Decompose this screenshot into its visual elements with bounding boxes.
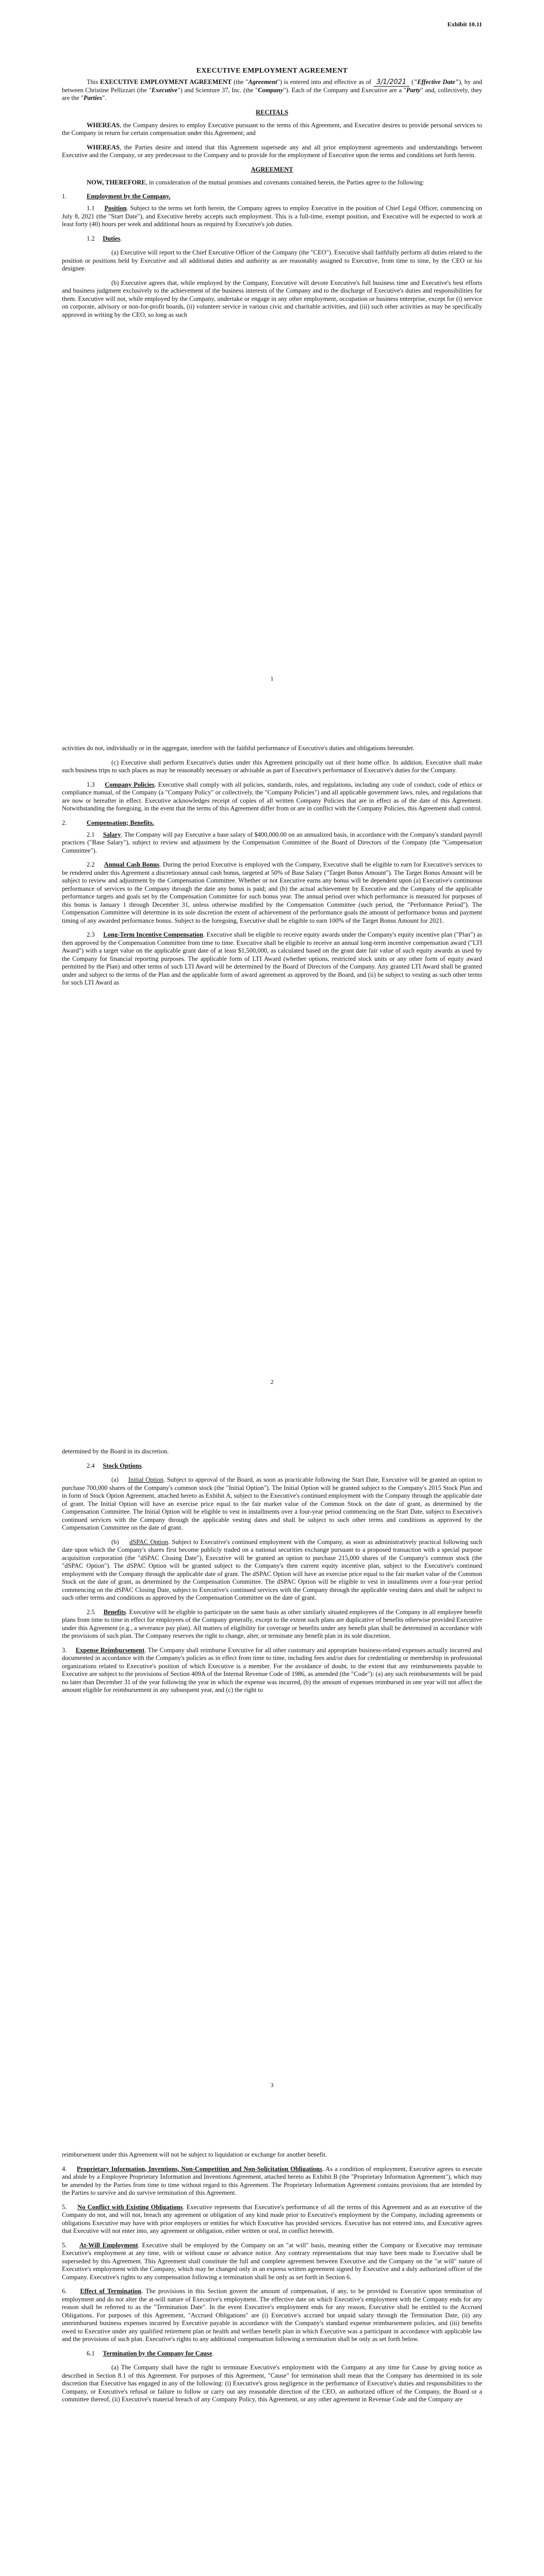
recital-1: WHEREAS, the Company desires to employ Executive pursuant to the terms of this Agreement, and Executive desires to provide personal services to the Company in return for certain compensation under this Agreement; and (62, 121, 482, 137)
section-6-1-heading: 6.1 Termination by the Company for Cause. (87, 2349, 214, 2357)
recital-2: WHEREAS, the Parties desire and intend that this Agreement supersede any and all prior employment agreements and understandings between Executive and the Company, or any predecessor to the Company and to provide for the employment of Executive upon the terms and conditions set forth herein. (62, 143, 482, 159)
section-3: 3. Expense Reimbursement. The Company shall reimburse Executive for all other customary and appropriate business-related expenses actually incurred and documented in accordance with the Company's policies as in effect from time to time, including fees and/or dues for credentialing or membership in professional organizations related to Executive's position of which Executive is a member. For the avoidance of doubt, to the extent that any reimbursements payable to Executive are subject to the provisions of Section 409A of the Internal Revenue Code of 1986, as amended (the "Code"): (a) any such reimbursements will be paid no later than December 31 of the year following the year in which the expense was incurred, (b) the amount of expenses reimbursed in one year will not affect the amount eligible for reimbursement in any subsequent year, and (c) the right to (62, 1646, 483, 1693)
page-2 (0, 703, 544, 1406)
intro-paragraph: This EXECUTIVE EMPLOYMENT AGREEMENT (the "Agreement") is entered into and effective as of 3/1/2021 ("Effective Date"), by and between Christine Pellizzari (the "Executive") and Scienture 37, Inc. (the "Company"). Each of the Company and Executive are a "Party" and, collectively, they are the "Parties". (62, 78, 482, 101)
continuation-text: activities do not, individually or in the aggregate, interfere with the faithful performance of Executive's duties and obligations hereunder. (62, 744, 415, 752)
section-at-will: 5. At-Will Employment. Executive shall be employed by the Company on an "at will" basis, meaning either the Company or Executive may terminate Executive's employment at any time, with or without cause or advance notice. Any contrary representations that may have been made to Executive shall be superseded by this Agreement. This Agreement shall constitute the full and complete agreement between Executive and the Company on the "at will" nature of Executive's employment with the Company, which may be changed only in an express written agreement signed by Executive and a duly authorized officer of the Company. Executive's rights to any compensation following a termination shall be only as set forth in Section 6. (62, 2241, 482, 2281)
section-6-1-a: (a) The Company shall have the right to terminate Executive's employment with the Company at any time for Cause by giving notice as described in Section 8.1 of this Agreement. For purposes of this Agreement, "Cause" for termination shall mean that the Company has determined in its sole discretion that Executive has engaged in any of the following: (i) Executive's gross negligence in the performance of Executive's duties and responsibilities to the Company, or Executive's refusal or failure to follow or carry out any reasonable direction of the CEO, an authorized officer of the Company, the Board or a committee thereof, (ii) Executive's material breach of any Company Policy, this Agreement, or any other agreement in Revenue Code and the Company are (62, 2364, 482, 2403)
section-1-2-b: (b) Executive agrees that, while employed by the Company, Executive will devote Executive's full business time and Executive's best efforts and business judgment exclusively to the achievement of the business interests of the Company and to the discharge of Executive's duties and responsibilities for them. Executive will not, while employed by the Company, undertake or engage in any other employment, occupation or business enterprise, except for (i) service on corporate, advisory or non-for-profit boards, (ii) volunteer service in various civic and charitable activities, and (iii) such other activities as may be specifically approved in writing by the CEO, so long as such (62, 279, 482, 318)
section-4: 4. Proprietary Information, Inventions, Non-Competition and Non-Solicitation Obligations. As a condition of employment, Executive agrees to execute and abide by a Employee Proprietary Information and Inventions Agreement, attached hereto as Exhibit B (the "Proprietary Information Agreement"), which may be amended by the Parties from time to time without regard to this Agreement. The Proprietary Information Agreement contains provisions that are intended by the Parties to survive and do survive termination of this Agreement. (62, 2165, 483, 2196)
page-3 (0, 1406, 544, 2110)
page-4 (0, 2110, 544, 2576)
section-1-2-a: (a) Executive will report to the Chief Executive Officer of the Company (the "CEO"). Executive shall faithfully perform all duties related to the position or positions held by Executive and all additional duties and authority as are reasonably assigned to Executive, from time to time, by the CEO or his designee. (62, 249, 482, 272)
section-1-2-c: (c) Executive shall perform Executive's duties under this Agreement principally out of their home office. In addition, Executive shall make such business trips to such places as may be reasonably necessary or advisable as part of Executive's performance of Executive's duties for the Company. (62, 758, 482, 774)
section-2-4-a: (a) Initial Option. Subject to approval of the Board, as soon as practicable following the Start Date, Executive will be granted an option to purchase 700,000 shares of the Company's common stock (the "Initial Option"). The Initial Option will be granted subject to the Company's 2015 Stock Plan and in form of Stock Option Agreement, attached hereto as Exhibit A, subject to the Executive's continued employment with the Company through the applicable date of grant. The Initial Option will have an exercise price equal to the fair market value of the Common Stock on the date of grant, as determined by the Compensation Committee. The Initial Option will be eligible to vest in installments over a four-year period commencing on the Start Date, subject to Executive's continued services with the Company through the applicable vesting dates and shall be subject to such other terms and conditions as approved by the Compensation Committee on the date of grant. (62, 1476, 483, 1531)
section-1-3: 1.3 Company Policies. Executive shall comply with all policies, standards, rules, and regulations, including any code of conduct, code of ethics or compliance manual, of the Company (a "Company Policy" or collectively, the "Company Policies") and all applicable government laws, rules, and regulations that are now or hereafter in effect. Executive acknowledges receipt of copies of all written Company Policies that are in effect as of the date of this Agreement. Notwithstanding the foregoing, in the event that the terms of this Agreement differ from or are in conflict with the Company Policies, this Agreement shall control. (62, 781, 483, 812)
page-number-2: 2 (270, 1378, 274, 1385)
section-5: 5. No Conflict with Existing Obligations. Executive represents that Executive's performance of all the terms of this Agreement and as an executive of the Company do not, and will not, breach any agreement or obligation of any kind made prior to Executive's employment by the Company, including agreements or obligations Executive may have with prior employers or entities for which Executive has provided services. Executive has not entered into, and Executive agrees that Executive will not enter into, any agreement or obligation, either written or oral, in conflict herewith. (62, 2203, 483, 2234)
section-2-5: 2.5 Benefits. Executive will be eligible to participate on the same basis as other similarly situated employees of the Company in all employee benefit plans from time to time in effect for employees of the Company generally, except to the extent such plans are duplicative of benefits otherwise provided Executive under this Agreement (e.g., a severance pay plan). All matters of eligibility for coverage or benefits under any benefit plan shall be determined in accordance with the provisions of such plan. The Company reserves the right to change, alter, or terminate any benefit plan in its sole discretion. (62, 1608, 482, 1639)
continuation-text: reimbursement under this Agreement will not be subject to liquidation or exchange for another benefit. (62, 2151, 327, 2158)
section-2-1: 2.1 Salary. The Company will pay Executive a base salary of $400,000.00 on an annualized basis, in accordance with the Company's standard payroll practices ("Base Salary"), subject to review and adjustment by the Compensation Committee of the Board of Directors of the Company (the "Compensation Committee"). (62, 831, 482, 854)
section-2-heading: 2. Compensation; Benefits. (62, 819, 154, 826)
agreement-heading: AGREEMENT (251, 165, 293, 173)
recitals-heading: RECITALS (256, 108, 288, 116)
section-6: 6. Effect of Termination. The provisions in this Section govern the amount of compensation, if any, to be provided to Executive upon termination of employment and do not alter the at-will nature of Executive's employment. The effective date on which Executive's employment with the Company ends for any reason shall be referred to as the "Termination Date". In the event Executive's employment ends for any reason, Executive shall be entitled to the Accrued Obligations. For purposes of this Agreement, "Accrued Obligations" are (i) Executive's accrued but unpaid salary through the Termination Date, (ii) any unreimbursed business expenses incurred by Executive payable in accordance with the Company's standard expense reimbursement policies, and (iii) benefits owed to Executive under any qualified retirement plan or health and welfare benefit plan in which Executive was a participant in accordance with applicable law and the provisions of such plan. Executive's rights to any additional compensation following a termination shall be only as set forth below. (62, 2287, 482, 2343)
section-1-heading: 1. Employment by the Company. (62, 193, 171, 200)
section-1-1: 1.1 Position. Subject to the terms set forth herein, the Company agrees to employ Executive in the position of Chief Legal Officer, commencing on July 8, 2021 (the "Start Date"), and Executive hereby accepts such employment. This is a full-time, exempt position, and Executive will be expected to work at least forty (40) hours per week and additional hours as required by Executive's job duties. (62, 205, 482, 228)
page-1 (0, 0, 544, 703)
section-2-4-b: (b) dSPAC Option. Subject to Executive's continued employment with the Company, as soon as administratively practical following such date upon which the Company's shares first become publicly traded on a national securities exchange pursuant to a proposed transaction with a special purpose acquisition corporation (the "dSPAC Closing Date"), Executive will be granted an option to purchase 215,000 shares of the Company's common stock (the "dSPAC Option"). The dSPAC Option will be granted subject to the Company's then current equity incentive plan, subject to the Executive's continued employment with the Company through the applicable date of grant. The dSPAC Option will have an exercise price equal to the fair market value of the Common Stock on the date of grant, as determined by the Compensation Committee. The dSPAC Option will be eligible to vest in installments over a four-year period commencing on the dSPAC Closing Date, subject to Executive's continued services with the Company through the applicable vesting dates and shall be subject to such other terms and conditions as approved by the Compensation Committee on the date of grant. (62, 1538, 483, 1601)
section-2-2: 2.2 Annual Cash Bonus. During the period Executive is employed with the Company, Executive shall be eligible to earn for Executive's services to be rendered under this Agreement a discretionary annual cash bonus, targeted at 50% of Base Salary ("Target Bonus Amount"). The Target Bonus Amount will be subject to review and adjustment by the Compensation Committee. Whether or not Executive earns any bonus will be dependent upon (a) Executive's continuous performance of services to the Company through the date any bonus is paid; and (b) the actual achievement by Executive and the Company of the applicable performance targets and goals set by the Compensation Committee for such bonus year. The annual period over which performance is measured for purposes of this bonus is January 1 through December 31, unless otherwise modified by the Compensation Committee (such period, the "Performance Period"). The Compensation Committee will determine in its sole discretion the extent of achievement of the performance goals the amount of performance bonus and payment timing of any awarded performance bonus. Subject to the foregoing, Executive shall be eligible to earn 100% of the Target Bonus Amount for 2021. (62, 861, 483, 924)
handwritten-date: 3/1/2021 (373, 78, 409, 87)
section-1-2-heading: 1.2 Duties. (87, 234, 122, 242)
continuation-text: determined by the Board in its discretion. (62, 1448, 169, 1455)
exhibit-label: Exhibit 10.11 (447, 21, 482, 28)
section-2-4-heading: 2.4 Stock Options. (87, 1462, 143, 1469)
page-number-3: 3 (270, 2081, 274, 2089)
page-number-1: 1 (270, 675, 274, 682)
document-title: EXECUTIVE EMPLOYMENT AGREEMENT (196, 67, 348, 75)
section-2-3: 2.3 Long-Term Incentive Compensation. Executive shall be eligible to receive equity awards under the Company's equity incentive plan ("Plan") as then approved by the Compensation Committee from time to time. Executive shall be eligible to receive an annual long-term incentive compensation award ("LTI Award") with a target value on the applicable grant date of at least $1,500,000, as calculated based on the grant date fair value of such equity awards as used by the Company for financial reporting purposes. The applicable form of LTI Award (whether options, restricted stock units or any other form of equity award permitted by the Plan) and other terms of such LTI Award will be determined by the Board of Directors of the Company. Any granted LTI Award shall be granted under and subject to the terms of the Plan and the applicable form of award agreement as approved by the Board, and (ii) be subject to vesting as such other terms for such LTI Award as (62, 931, 483, 986)
now-therefore: NOW, THEREFORE, in consideration of the mutual promises and covenants contained herein, the Parties agree to the following: (87, 178, 424, 186)
